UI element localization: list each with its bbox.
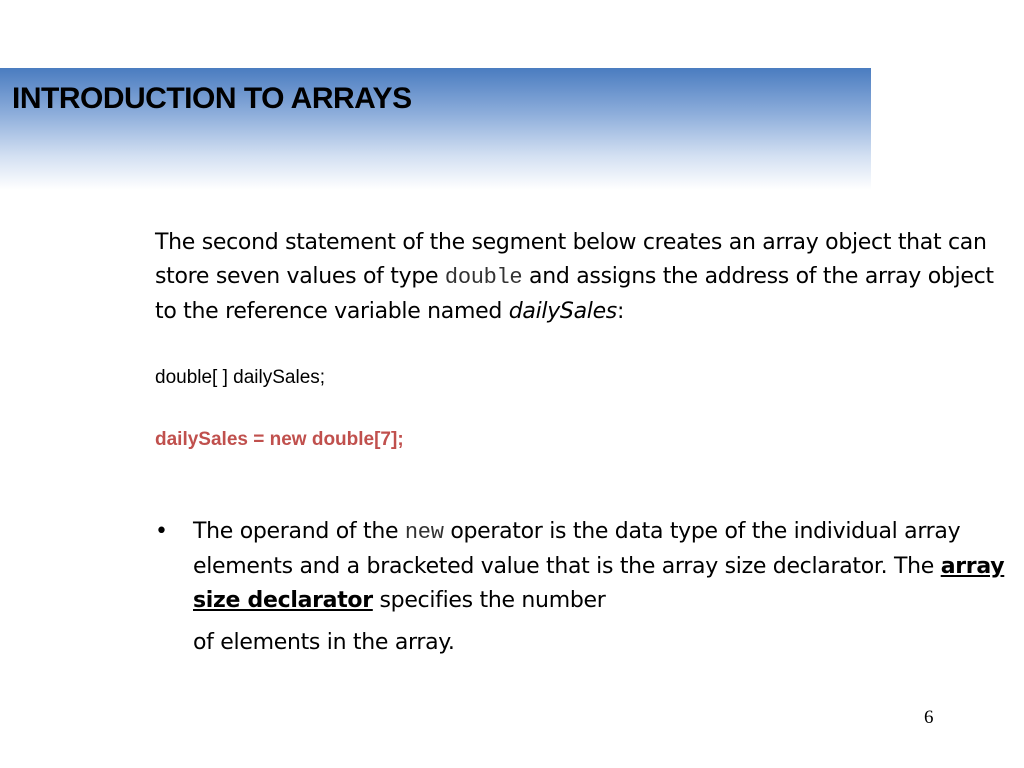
bullet-marker: • <box>155 519 168 544</box>
intro-paragraph <box>155 226 1005 329</box>
bullet-text-part4: of elements in the array. <box>193 630 455 655</box>
code-declaration-line: double[ ] dailySales; <box>155 367 326 388</box>
bullet-text-part1: The operand of the <box>193 519 405 544</box>
bullet-emphasis: array size declarator <box>193 554 1005 613</box>
bullet-code-word: new <box>404 520 444 545</box>
intro-text-part2: and assigns the address of the array object to the reference variable named <box>155 264 994 324</box>
bullet-text <box>193 515 1015 660</box>
intro-colon: : <box>616 299 625 324</box>
slide-content <box>155 226 1005 453</box>
page-number: 6 <box>924 707 934 728</box>
bullet-text-part2: operator is the data type of the individual array elements and a bracketed value that is the array size declarator. The <box>193 519 961 579</box>
slide-title: INTRODUCTION TO ARRAYS <box>12 82 412 115</box>
code-instantiation-line: dailySales = new double[7]; <box>155 429 404 450</box>
intro-variable-name: dailySales <box>508 299 617 324</box>
bullet-text-part3: specifies the number <box>372 588 606 613</box>
intro-code-word: double <box>444 265 523 290</box>
bullet-item <box>155 515 1015 660</box>
intro-text-part1: The second statement of the segment below creates an array object that can store seven values of type <box>155 230 987 289</box>
